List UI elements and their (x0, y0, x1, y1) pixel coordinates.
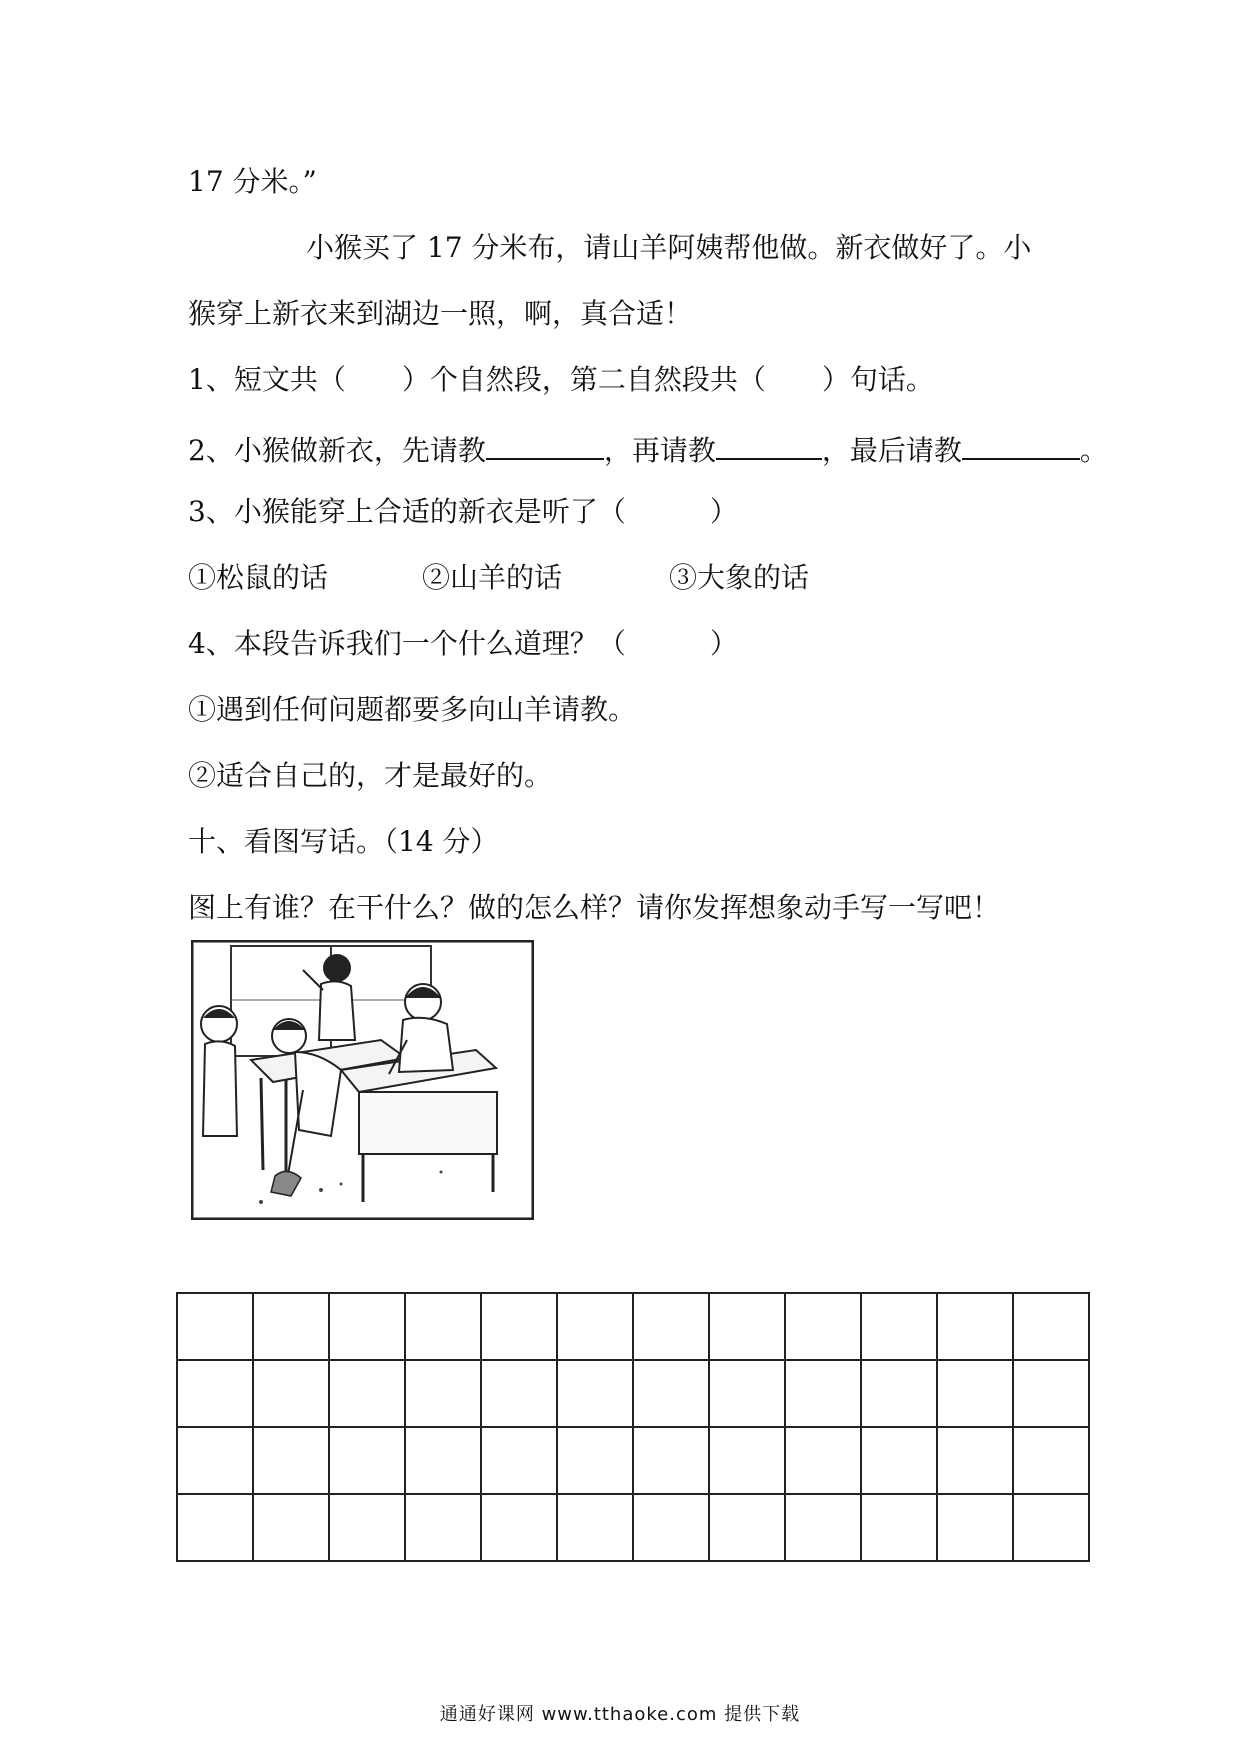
question-2-text-d: 。 (1079, 434, 1108, 467)
grid-cell[interactable] (177, 1494, 253, 1561)
passage-line-3: 猴穿上新衣来到湖边一照，啊，真合适！ (188, 297, 693, 330)
option-1[interactable]: ①松鼠的话 (188, 561, 329, 594)
grid-cell[interactable] (177, 1360, 253, 1427)
grid-row (177, 1360, 1089, 1427)
grid-cell[interactable] (633, 1360, 709, 1427)
grid-cell[interactable] (1013, 1494, 1089, 1561)
question-3: 3、小猴能穿上合适的新衣是听了（ ） (188, 495, 738, 528)
grid-cell[interactable] (937, 1293, 1013, 1360)
grid-cell[interactable] (633, 1293, 709, 1360)
grid-cell[interactable] (557, 1293, 633, 1360)
writing-grid[interactable] (176, 1292, 1090, 1562)
passage-line-2: 小猴买了 17 分米布，请山羊阿姨帮他做。新衣做好了。小 (306, 231, 1032, 264)
grid-cell[interactable] (481, 1427, 557, 1494)
grid-cell[interactable] (329, 1494, 405, 1561)
grid-cell[interactable] (937, 1494, 1013, 1561)
question-2-text-c: ，最后请教 (821, 434, 962, 467)
grid-cell[interactable] (709, 1427, 785, 1494)
grid-cell[interactable] (1013, 1293, 1089, 1360)
grid-cell[interactable] (861, 1360, 937, 1427)
grid-cell[interactable] (177, 1427, 253, 1494)
grid-cell[interactable] (329, 1360, 405, 1427)
grid-cell[interactable] (785, 1427, 861, 1494)
grid-cell[interactable] (481, 1293, 557, 1360)
question-4-option-2[interactable]: ②适合自己的，才是最好的。 (188, 759, 553, 792)
grid-cell[interactable] (937, 1427, 1013, 1494)
grid-cell[interactable] (329, 1293, 405, 1360)
classroom-cleaning-illustration (191, 940, 534, 1220)
grid-cell[interactable] (937, 1360, 1013, 1427)
grid-cell[interactable] (481, 1494, 557, 1561)
section-10-prompt: 图上有谁？在干什么？做的怎么样？请你发挥想象动手写一写吧！ (188, 891, 1001, 924)
grid-cell[interactable] (405, 1427, 481, 1494)
grid-cell[interactable] (405, 1360, 481, 1427)
question-2-text-a: 2、小猴做新衣，先请教 (188, 434, 486, 467)
question-2 (188, 428, 1108, 469)
page-footer: 通通好课网 www.tthaoke.com 提供下载 (439, 1704, 801, 1725)
option-3[interactable]: ③大象的话 (669, 561, 810, 594)
grid-cell[interactable] (709, 1360, 785, 1427)
question-4: 4、本段告诉我们一个什么道理？（ ） (188, 627, 738, 660)
grid-row (177, 1293, 1089, 1360)
grid-cell[interactable] (709, 1293, 785, 1360)
answer-blank-2[interactable] (716, 428, 822, 460)
answer-blank-1[interactable] (486, 428, 604, 460)
grid-cell[interactable] (709, 1494, 785, 1561)
question-3-options (188, 560, 809, 596)
grid-cell[interactable] (557, 1494, 633, 1561)
question-1: 1、短文共（ ）个自然段，第二自然段共（ ）句话。 (188, 363, 934, 396)
grid-cell[interactable] (253, 1494, 329, 1561)
grid-cell[interactable] (557, 1427, 633, 1494)
grid-cell[interactable] (329, 1427, 405, 1494)
grid-cell[interactable] (785, 1494, 861, 1561)
grid-cell[interactable] (481, 1360, 557, 1427)
grid-cell[interactable] (405, 1494, 481, 1561)
grid-cell[interactable] (861, 1293, 937, 1360)
grid-cell[interactable] (177, 1293, 253, 1360)
grid-cell[interactable] (861, 1494, 937, 1561)
grid-cell[interactable] (633, 1427, 709, 1494)
grid-cell[interactable] (633, 1494, 709, 1561)
grid-cell[interactable] (253, 1360, 329, 1427)
grid-cell[interactable] (1013, 1427, 1089, 1494)
grid-cell[interactable] (1013, 1360, 1089, 1427)
grid-cell[interactable] (405, 1293, 481, 1360)
grid-cell[interactable] (785, 1360, 861, 1427)
passage-line-1: 17 分米。” (188, 165, 317, 198)
answer-blank-3[interactable] (962, 428, 1080, 460)
grid-cell[interactable] (785, 1293, 861, 1360)
grid-row (177, 1494, 1089, 1561)
grid-cell[interactable] (861, 1427, 937, 1494)
grid-cell[interactable] (253, 1427, 329, 1494)
option-2[interactable]: ②山羊的话 (422, 561, 563, 594)
question-2-text-b: ，再请教 (603, 434, 716, 467)
question-4-option-1[interactable]: ①遇到任何问题都要多向山羊请教。 (188, 693, 637, 726)
section-10-heading: 十、看图写话。（14 分） (188, 825, 499, 858)
grid-row (177, 1427, 1089, 1494)
grid-cell[interactable] (557, 1360, 633, 1427)
grid-cell[interactable] (253, 1293, 329, 1360)
